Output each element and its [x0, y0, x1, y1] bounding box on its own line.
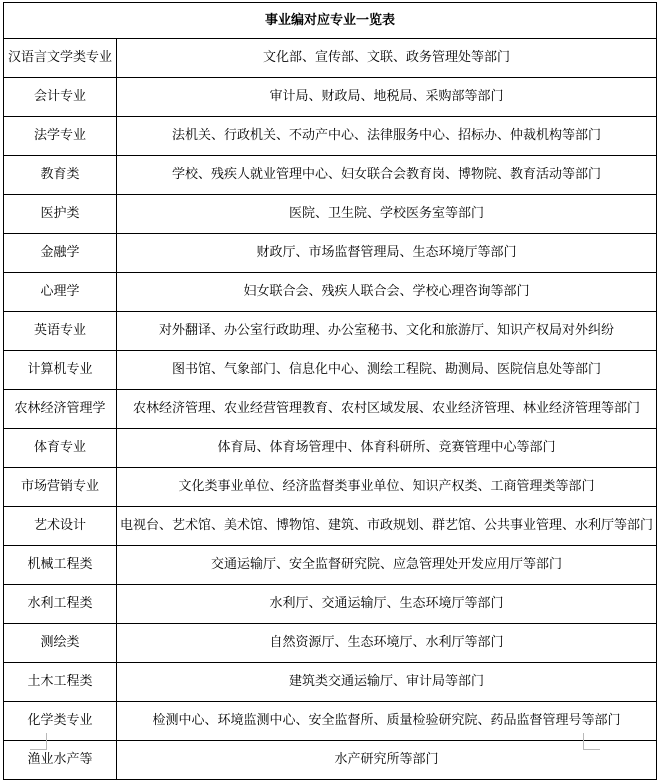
departments-cell: 农林经济管理、农业经营管理教育、农村区域发展、农业经济管理、林业经济管理等部门: [117, 390, 657, 429]
departments-cell: 交通运输厅、安全监督研究院、应急管理处开发应用厅等部门: [117, 546, 657, 585]
departments-cell: 审计局、财政局、地税局、采购部等部门: [117, 78, 657, 117]
table-row: [4, 351, 657, 390]
table-row: [4, 624, 657, 663]
table-row: [4, 195, 657, 234]
table-row: [4, 546, 657, 585]
crop-corner-mark-right: [583, 733, 600, 750]
departments-cell: 水产研究所等部门: [117, 741, 657, 780]
departments-cell: 文化部、宣传部、文联、政务管理处等部门: [117, 39, 657, 78]
major-cell: 心理学: [4, 273, 117, 312]
table-row: [4, 663, 657, 702]
departments-cell: 建筑类交通运输厅、审计局等部门: [117, 663, 657, 702]
departments-cell: 体育局、体育场管理中、体育科研所、竞赛管理中心等部门: [117, 429, 657, 468]
table-row: [4, 585, 657, 624]
departments-cell: 图书馆、气象部门、信息化中心、测绘工程院、勘测局、医院信息处等部门: [117, 351, 657, 390]
table-row: [4, 702, 657, 741]
departments-cell: 水利厅、交通运输厅、生态环境厅等部门: [117, 585, 657, 624]
major-cell: 农林经济管理学: [4, 390, 117, 429]
table-row: [4, 429, 657, 468]
departments-cell: 医院、卫生院、学校医务室等部门: [117, 195, 657, 234]
table-row: [4, 78, 657, 117]
major-cell: 机械工程类: [4, 546, 117, 585]
departments-cell: 文化类事业单位、经济监督类事业单位、知识产权类、工商管理类等部门: [117, 468, 657, 507]
major-cell: 市场营销专业: [4, 468, 117, 507]
major-cell: 法学专业: [4, 117, 117, 156]
departments-cell: 财政厅、市场监督管理局、生态环境厅等部门: [117, 234, 657, 273]
table-row: [4, 39, 657, 78]
table-title: 事业编对应专业一览表: [4, 3, 657, 39]
major-cell: 体育专业: [4, 429, 117, 468]
table-row: [4, 117, 657, 156]
table-row: [4, 741, 657, 780]
departments-cell: 检测中心、环境监测中心、安全监督所、质量检验研究院、药品监督管理号等部门: [117, 702, 657, 741]
table-row: [4, 468, 657, 507]
table-title-row: [4, 3, 657, 39]
departments-cell: 自然资源厅、生态环境厅、水利厅等部门: [117, 624, 657, 663]
major-cell: 教育类: [4, 156, 117, 195]
major-cell: 测绘类: [4, 624, 117, 663]
major-cell: 土木工程类: [4, 663, 117, 702]
crop-corner-mark-left: [30, 733, 47, 750]
major-cell: 英语专业: [4, 312, 117, 351]
major-cell: 渔业水产等: [4, 741, 117, 780]
major-cell: 水利工程类: [4, 585, 117, 624]
major-cell: 汉语言文学类专业: [4, 39, 117, 78]
table-row: [4, 312, 657, 351]
major-cell: 金融学: [4, 234, 117, 273]
major-department-table: [3, 2, 657, 780]
table-row: [4, 156, 657, 195]
table-row: [4, 273, 657, 312]
major-cell: 计算机专业: [4, 351, 117, 390]
departments-cell: 对外翻译、办公室行政助理、办公室秘书、文化和旅游厅、知识产权局对外纠纷: [117, 312, 657, 351]
table-row: [4, 234, 657, 273]
departments-cell: 学校、残疾人就业管理中心、妇女联合会教育岗、博物院、教育活动等部门: [117, 156, 657, 195]
major-cell: 化学类专业: [4, 702, 117, 741]
table-row: [4, 507, 657, 546]
table-row: [4, 390, 657, 429]
departments-cell: 妇女联合会、残疾人联合会、学校心理咨询等部门: [117, 273, 657, 312]
major-cell: 医护类: [4, 195, 117, 234]
major-cell: 艺术设计: [4, 507, 117, 546]
major-cell: 会计专业: [4, 78, 117, 117]
departments-cell: 电视台、艺术馆、美术馆、博物馆、建筑、市政规划、群艺馆、公共事业管理、水利厅等部门: [117, 507, 657, 546]
departments-cell: 法机关、行政机关、不动产中心、法律服务中心、招标办、仲裁机构等部门: [117, 117, 657, 156]
